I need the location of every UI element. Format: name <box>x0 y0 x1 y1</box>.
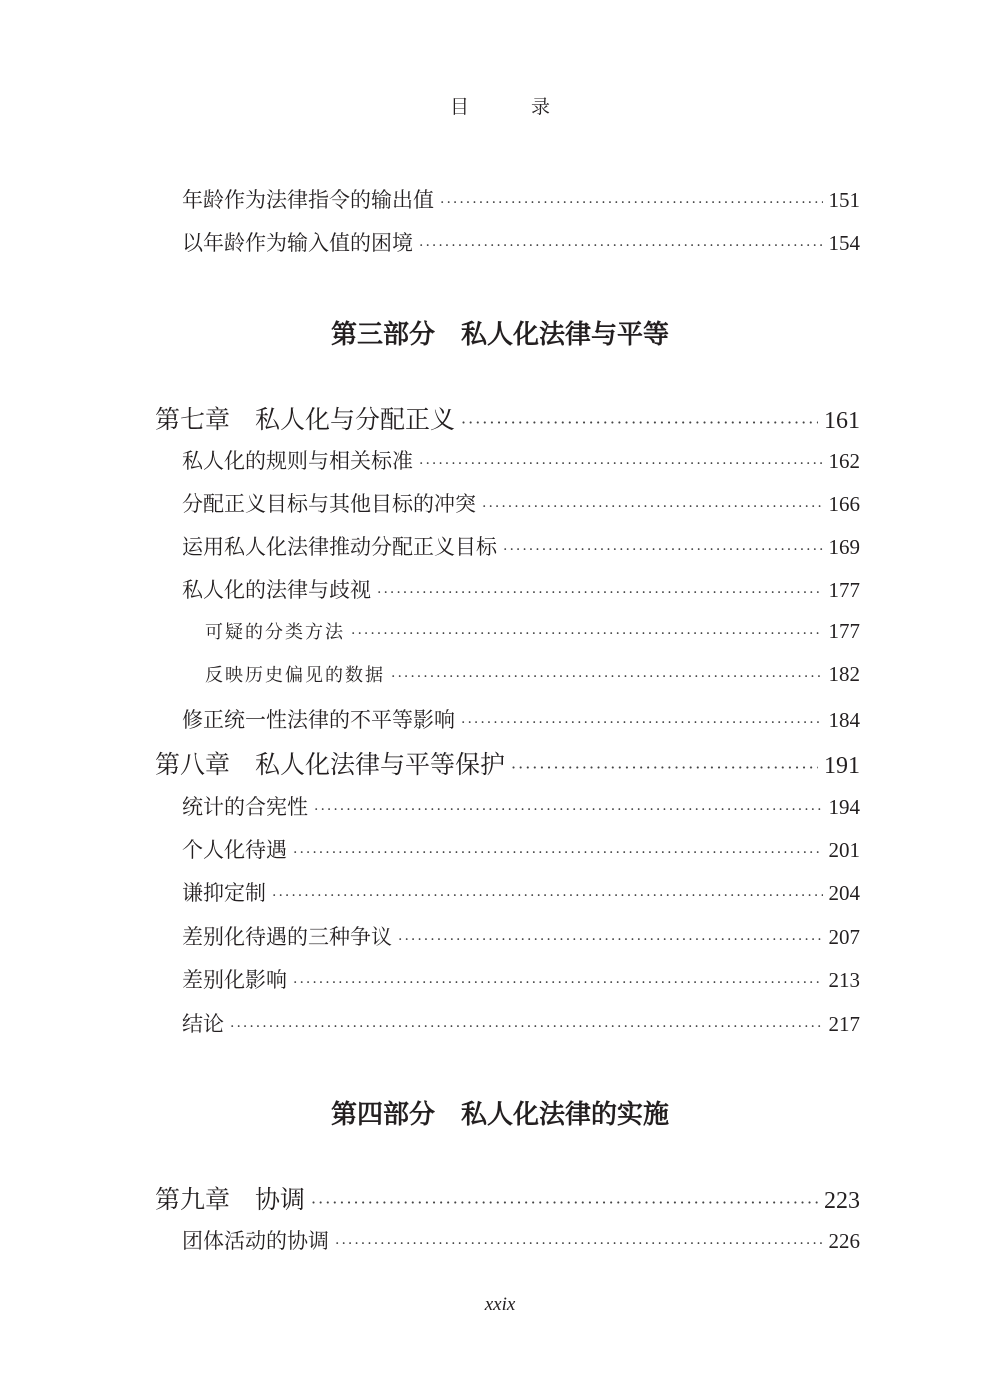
dot-leader <box>351 626 823 642</box>
toc-entry-page: 213 <box>828 968 860 992</box>
dot-leader <box>314 802 823 818</box>
toc-chapter-entry[interactable] <box>155 1180 860 1214</box>
toc-chapter-entry[interactable] <box>155 400 860 434</box>
toc-entry-page: 169 <box>828 535 860 559</box>
dot-leader <box>272 888 823 904</box>
toc-entry[interactable] <box>182 921 860 951</box>
toc-entry-title: 个人化待遇 <box>182 838 287 862</box>
toc-chapter-title: 第九章 协调 <box>155 1185 306 1214</box>
toc-entry-title: 差别化影响 <box>182 968 287 992</box>
toc-entry[interactable] <box>182 445 860 475</box>
dot-leader <box>461 715 823 731</box>
dot-leader <box>293 845 823 861</box>
dot-leader <box>461 413 818 432</box>
toc-entry[interactable] <box>182 184 860 214</box>
toc-chapter-title: 第八章 私人化法律与平等保护 <box>155 750 506 779</box>
toc-entry-page: 154 <box>828 231 860 255</box>
dot-leader <box>311 1193 818 1212</box>
toc-entry-title: 年龄作为法律指令的输出值 <box>182 188 434 212</box>
toc-entry-page: 184 <box>828 708 860 732</box>
toc-entry-page: 207 <box>828 925 860 949</box>
dot-leader <box>293 975 823 991</box>
part-heading: 第四部分 私人化法律的实施 <box>330 1100 669 1130</box>
dot-leader <box>482 499 823 515</box>
toc-entry-title: 团体活动的协调 <box>182 1229 329 1253</box>
dot-leader <box>398 932 823 948</box>
dot-leader <box>377 585 823 601</box>
dot-leader <box>440 195 823 211</box>
toc-entry[interactable] <box>182 704 860 734</box>
toc-chapter-title: 第七章 私人化与分配正义 <box>155 405 456 434</box>
dot-leader <box>335 1236 823 1252</box>
toc-entry-title: 修正统一性法律的不平等影响 <box>182 708 455 732</box>
toc-entry-title: 私人化的法律与歧视 <box>182 578 371 602</box>
toc-entry-page: 217 <box>828 1012 860 1036</box>
toc-entry[interactable] <box>182 1008 860 1038</box>
toc-chapter-page: 191 <box>824 753 860 779</box>
toc-entry-page: 204 <box>828 881 860 905</box>
toc-entry-title: 统计的合宪性 <box>182 795 308 819</box>
part-heading: 第三部分 私人化法律与平等 <box>330 320 669 350</box>
toc-entry-page: 151 <box>828 188 860 212</box>
toc-entry-page: 162 <box>828 449 860 473</box>
toc-entry[interactable] <box>182 227 860 257</box>
toc-entry[interactable] <box>182 488 860 518</box>
toc-entry-page: 166 <box>828 492 860 516</box>
dot-leader <box>419 456 823 472</box>
toc-chapter-entry[interactable] <box>155 745 860 779</box>
toc-entry-page: 201 <box>828 838 860 862</box>
toc-subentry[interactable] <box>205 618 860 648</box>
toc-entry[interactable] <box>182 574 860 604</box>
toc-subentry[interactable] <box>205 661 860 691</box>
toc-entry[interactable] <box>182 1225 860 1255</box>
toc-entry[interactable] <box>182 531 860 561</box>
dot-leader <box>419 238 823 254</box>
dot-leader <box>511 758 818 777</box>
dot-leader <box>230 1019 823 1035</box>
toc-entry-title: 运用私人化法律推动分配正义目标 <box>182 535 497 559</box>
toc-entry-page: 226 <box>828 1229 860 1253</box>
toc-entry[interactable] <box>182 964 860 994</box>
running-header: 目 录 <box>449 96 579 118</box>
dot-leader <box>391 669 823 685</box>
toc-entry-page: 177 <box>828 578 860 602</box>
toc-entry-title: 私人化的规则与相关标准 <box>182 449 413 473</box>
toc-entry-title: 差别化待遇的三种争议 <box>182 925 392 949</box>
toc-entry-title: 以年龄作为输入值的困境 <box>182 231 413 255</box>
toc-subentry-title: 可疑的分类方法 <box>205 622 345 643</box>
dot-leader <box>503 542 823 558</box>
toc-entry-title: 分配正义目标与其他目标的冲突 <box>182 492 476 516</box>
toc-subentry-title: 反映历史偏见的数据 <box>205 665 385 686</box>
page-number: xxix <box>484 1294 516 1315</box>
toc-chapter-page: 161 <box>824 408 860 434</box>
toc-entry-title: 谦抑定制 <box>182 881 266 905</box>
toc-chapter-page: 223 <box>824 1188 860 1214</box>
toc-entry[interactable] <box>182 791 860 821</box>
toc-entry-title: 结论 <box>182 1012 224 1036</box>
toc-subentry-page: 182 <box>828 662 860 686</box>
toc-subentry-page: 177 <box>828 619 860 643</box>
toc-entry[interactable] <box>182 834 860 864</box>
toc-entry[interactable] <box>182 877 860 907</box>
toc-entry-page: 194 <box>828 795 860 819</box>
